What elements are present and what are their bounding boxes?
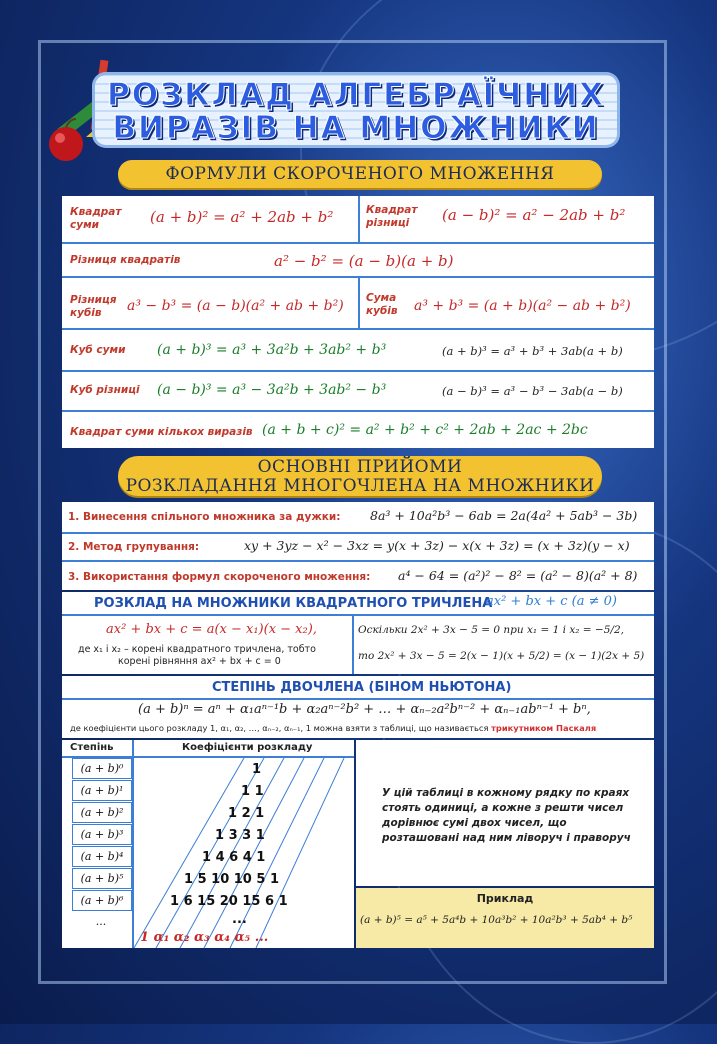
method-formula: a⁴ − 64 = (a²)² − 8² = (a² − 8)(a² + 8)	[398, 568, 638, 583]
quadratic-example: Оскільки 2x² + 3x − 5 = 0 при x₁ = 1 і x₂ = −5/2,	[358, 624, 624, 636]
formula-label: Квадрат суми кількох виразів	[70, 426, 253, 438]
pascal-row-power: ...	[72, 912, 130, 931]
pascal-row-coeffs: 1 6 15 20 15 6 1	[170, 894, 288, 909]
example-formula: (a + b)⁵ = a⁵ + 5a⁴b + 10a³b² + 10a²b³ + 5ab⁴ + b⁵	[360, 914, 633, 926]
formula-label: Сума кубів	[366, 292, 398, 317]
page-title-line1: РОЗКЛАД АЛГЕБРАЇЧНИХ	[107, 77, 605, 113]
formula: a³ + b³ = (a + b)(a² − ab + b²)	[414, 298, 631, 314]
pascal-row-power: (a + b)⁵	[72, 868, 132, 889]
formula-alt: (a − b)³ = a³ − b³ − 3ab(a − b)	[442, 384, 623, 398]
formulas-panel	[62, 196, 654, 448]
pascal-row-coeffs: 1 3 3 1	[215, 828, 265, 843]
col-coeffs: Коефіцієнти розкладу	[182, 742, 313, 753]
formula: a³ − b³ = (a − b)(a² + ab + b²)	[127, 298, 344, 314]
quadratic-heading: РОЗКЛАД НА МНОЖНИКИ КВАДРАТНОГО ТРИЧЛЕНА	[94, 596, 493, 611]
pascal-explanation: У цій таблиці в кожному рядку по краях стоять одиниці, а кожне з решти чисел дорівнює сумі двох чисел, що розташовані над ним ліворуч і праворуч	[382, 787, 631, 844]
section2-heading-line2: РОЗКЛАДАННЯ МНОГОЧЛЕНА НА МНОЖНИКИ	[125, 476, 595, 496]
section1-heading: ФОРМУЛИ СКОРОЧЕНОГО МНОЖЕННЯ	[165, 164, 555, 184]
formula: a² − b² = (a − b)(a + b)	[274, 252, 454, 270]
method-label: 3. Використання формул скороченого множення:	[68, 571, 371, 583]
section-heading	[118, 456, 602, 496]
pascal-row-coeffs: 1	[252, 762, 262, 777]
formula-label: Куб суми	[70, 344, 126, 356]
quadratic-panel	[62, 592, 654, 674]
quadratic-main-formula: ax² + bx + c = a(x − x₁)(x − x₂),	[106, 622, 317, 637]
example-panel	[356, 888, 654, 948]
binomial-heading: СТЕПІНЬ ДВОЧЛЕНА (БІНОМ НЬЮТОНА)	[212, 680, 512, 695]
formula-label: Куб різниці	[70, 384, 140, 396]
formula: (a − b)² = a² − 2ab + b²	[442, 206, 626, 224]
formula: (a + b)³ = a³ + 3a²b + 3ab² + b³	[157, 342, 387, 358]
pascal-row-coeffs: ...	[232, 912, 247, 927]
page-title-line2: ВИРАЗІВ НА МНОЖНИКИ	[112, 110, 600, 146]
pascal-row-power: (a + b)⁰	[72, 758, 132, 779]
method-formula: xy + 3yz − x² − 3xz = y(x + 3z) − x(x + 3z) = (x + 3z)(y − x)	[244, 538, 630, 553]
binomial-formula: (a + b)ⁿ = aⁿ + α₁aⁿ⁻¹b + α₂aⁿ⁻²b² + … + αₙ₋₂a²bⁿ⁻² + αₙ₋₁abⁿ⁻¹ + bⁿ,	[138, 702, 591, 717]
binomial-note-text: де коефіцієнти цього розкладу 1, α₁, α₂, …, αₙ₋₂, αₙ₋₁, 1 можна взяти з таблиці, що називається	[70, 723, 489, 733]
formula: (a + b + c)² = a² + b² + c² + 2ab + 2ac + 2bc	[262, 422, 588, 438]
methods-panel	[62, 502, 654, 590]
formula-alt: (a + b)³ = a³ + b³ + 3ab(a + b)	[442, 344, 623, 358]
binomial-note	[70, 723, 596, 733]
pascal-row-coeffs: 1 2 1	[228, 806, 265, 821]
binomial-note-highlight: трикутником Паскаля	[491, 723, 597, 733]
formula-label: Квадрат різниці	[366, 204, 418, 229]
pascal-row-coeffs: 1 4 6 4 1	[202, 850, 266, 865]
pascal-last-row: 1 α₁ α₂ α₃ α₄ α₅ ...	[140, 930, 269, 945]
pascal-row-power: (a + b)¹	[72, 780, 132, 801]
formula-label: Різниця квадратів	[70, 254, 181, 266]
quadratic-note: де x₁ і x₂ – корені квадратного тричлена, тобто	[78, 644, 316, 655]
pascal-row-coeffs: 1 1	[241, 784, 264, 799]
pascal-row-power: (a + b)⁴	[72, 846, 132, 867]
title-banner	[92, 72, 620, 148]
formula: (a − b)³ = a³ − 3a²b + 3ab² − b³	[157, 382, 387, 398]
pascal-row-power: (a + b)³	[72, 824, 132, 845]
formula-label: Різниця кубів	[70, 294, 117, 319]
method-label: 1. Винесення спільного множника за дужки:	[68, 511, 341, 523]
quadratic-heading-formula: ax² + bx + c (a ≠ 0)	[486, 594, 617, 609]
section2-heading-line1: ОСНОВНІ ПРИЙОМИ	[257, 457, 463, 477]
section-heading	[118, 160, 602, 188]
method-label: 2. Метод групування:	[68, 541, 200, 553]
pascal-row-power: (a + b)⁶	[72, 890, 132, 911]
formula: (a + b)² = a² + 2ab + b²	[150, 208, 334, 226]
pascal-row-power: (a + b)²	[72, 802, 132, 823]
quadratic-example: то 2x² + 3x − 5 = 2(x − 1)(x + 5/2) = (x − 1)(2x + 5)	[358, 650, 645, 662]
example-title: Приклад	[476, 892, 534, 905]
pascal-row-coeffs: 1 5 10 10 5 1	[184, 872, 279, 887]
col-degree: Степінь	[70, 742, 114, 753]
method-formula: 8a³ + 10a²b³ − 6ab = 2a(4a² + 5ab³ − 3b)	[370, 508, 638, 523]
quadratic-note: корені рівняння ax² + bx + c = 0	[118, 656, 281, 667]
formula-label: Квадрат суми	[70, 206, 122, 231]
explanation-panel	[356, 740, 654, 886]
binomial-panel	[62, 676, 654, 738]
